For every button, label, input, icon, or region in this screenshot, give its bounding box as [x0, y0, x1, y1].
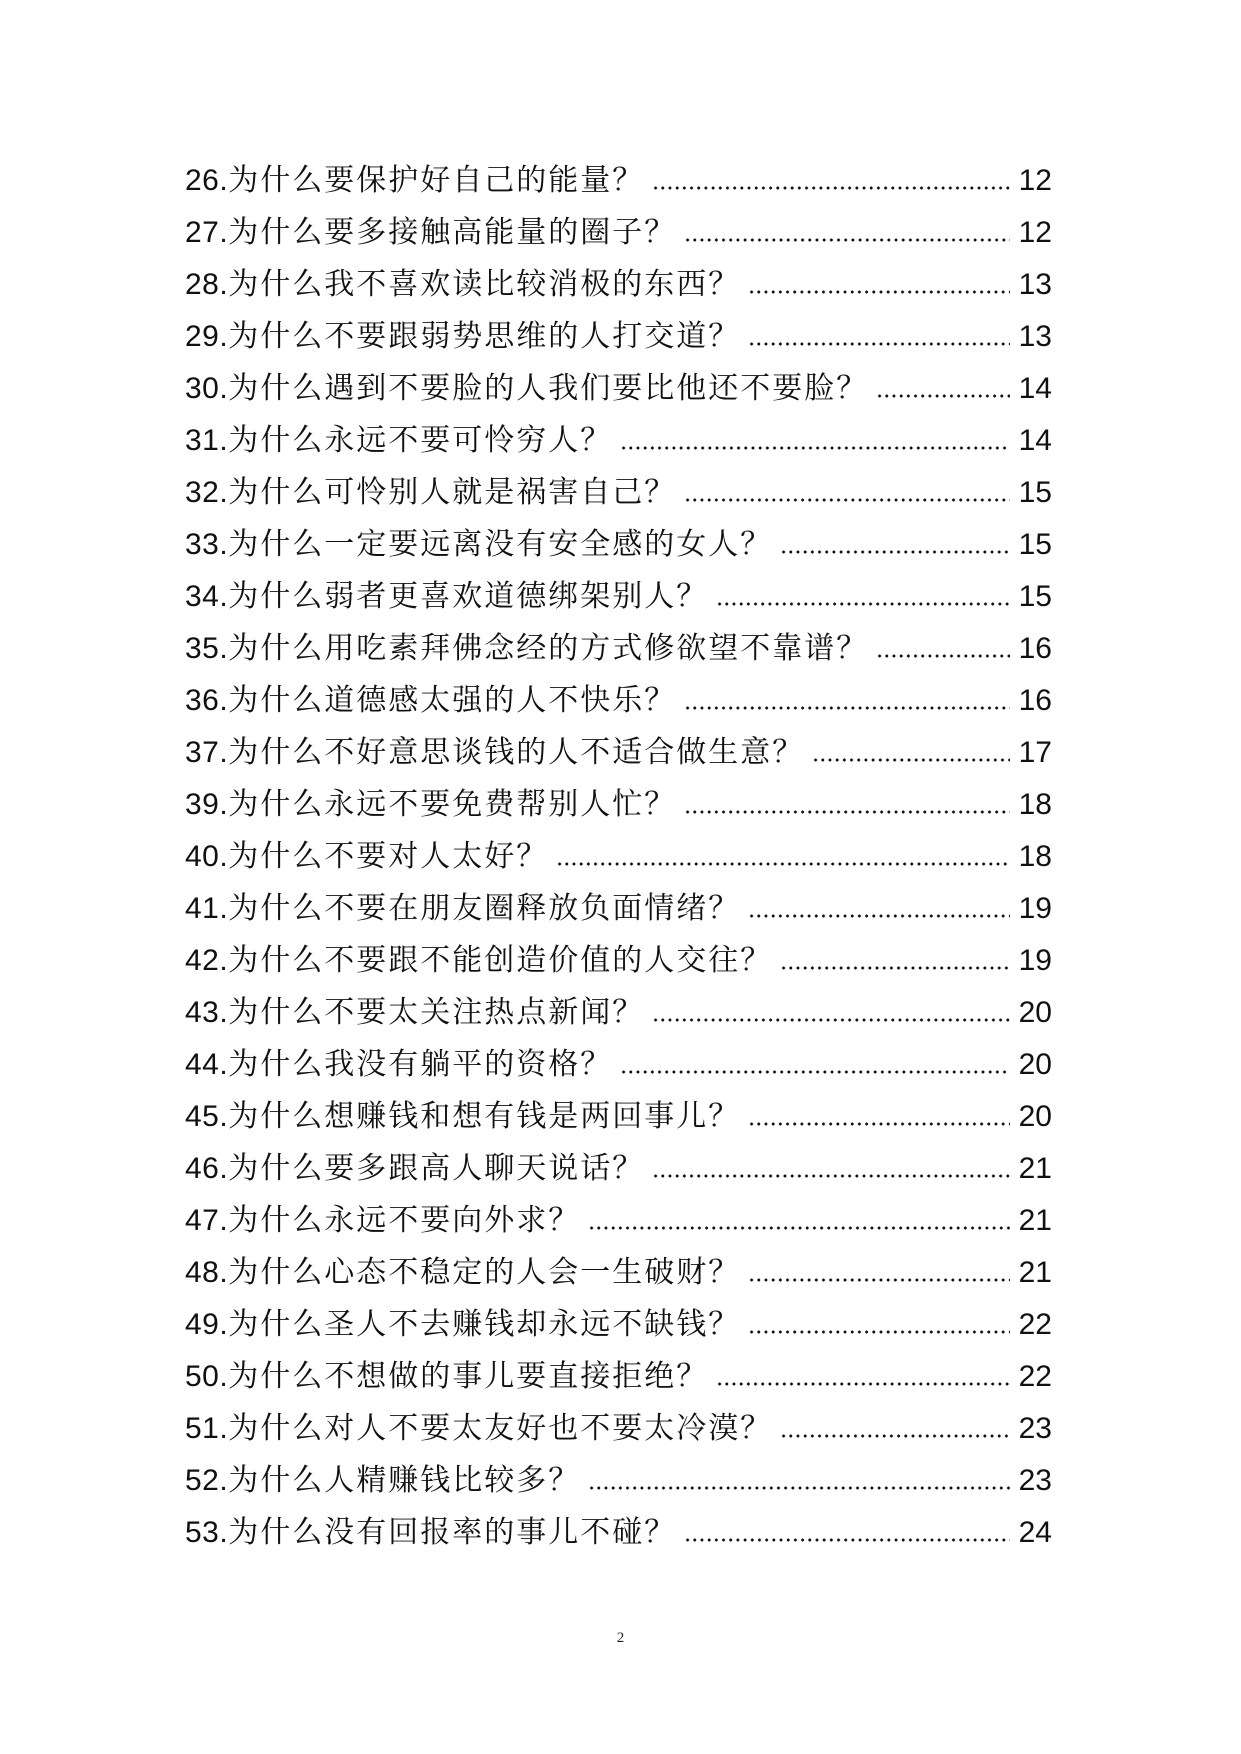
toc-entry-page: 18 [1018, 788, 1052, 821]
toc-entry-page: 21 [1018, 1256, 1052, 1289]
toc-entry[interactable] [185, 1299, 1052, 1351]
toc-entry-title: 为什么不要太关注热点新闻？ [228, 995, 645, 1030]
toc-entry-title: 为什么不要跟弱势思维的人打交道？ [228, 319, 741, 354]
toc-entry[interactable] [185, 311, 1052, 363]
toc-entry-title: 为什么用吃素拜佛念经的方式修欲望不靠谱？ [228, 631, 869, 666]
toc-entry-page: 12 [1018, 164, 1052, 197]
toc-entry-page: 16 [1018, 632, 1052, 665]
toc-entry-page: 22 [1018, 1308, 1052, 1341]
toc-entry[interactable] [185, 779, 1052, 831]
toc-entry-number: 37. [185, 736, 229, 769]
toc-entry-title: 为什么人精赚钱比较多？ [228, 1463, 581, 1498]
toc-entry-title: 为什么永远不要免费帮别人忙？ [228, 787, 677, 822]
toc-entry-title: 为什么遇到不要脸的人我们要比他还不要脸？ [228, 371, 869, 406]
table-of-contents [185, 155, 1052, 1559]
toc-entry-page: 20 [1018, 1048, 1052, 1081]
toc-dot-leader [876, 394, 1010, 398]
toc-entry-title: 为什么永远不要可怜穷人？ [228, 423, 613, 458]
toc-entry-page: 21 [1018, 1152, 1052, 1185]
toc-entry[interactable] [185, 1195, 1052, 1247]
toc-entry-page: 20 [1018, 996, 1052, 1029]
toc-dot-leader [684, 706, 1010, 710]
toc-entry[interactable] [185, 883, 1052, 935]
toc-dot-leader [876, 654, 1010, 658]
toc-entry-title: 为什么要保护好自己的能量？ [228, 163, 645, 198]
toc-entry[interactable] [185, 935, 1052, 987]
toc-dot-leader [684, 498, 1010, 502]
toc-dot-leader [652, 1174, 1010, 1178]
toc-entry-page: 23 [1018, 1412, 1052, 1445]
toc-entry[interactable] [185, 1039, 1052, 1091]
toc-entry-page: 12 [1018, 216, 1052, 249]
toc-entry[interactable] [185, 1091, 1052, 1143]
toc-entry-title: 为什么不好意思谈钱的人不适合做生意？ [228, 735, 805, 770]
toc-dot-leader [748, 290, 1010, 294]
toc-entry-number: 43. [185, 996, 229, 1029]
toc-entry[interactable] [185, 1247, 1052, 1299]
toc-entry-page: 19 [1018, 944, 1052, 977]
toc-entry[interactable] [185, 155, 1052, 207]
toc-entry-number: 50. [185, 1360, 229, 1393]
toc-dot-leader [652, 186, 1010, 190]
toc-dot-leader [556, 862, 1010, 866]
toc-entry-page: 15 [1018, 476, 1052, 509]
toc-entry-number: 49. [185, 1308, 229, 1341]
toc-entry-number: 39. [185, 788, 229, 821]
toc-entry[interactable] [185, 1143, 1052, 1195]
toc-dot-leader [780, 1434, 1010, 1438]
toc-entry-title: 为什么想赚钱和想有钱是两回事儿？ [228, 1099, 741, 1134]
toc-entry-page: 22 [1018, 1360, 1052, 1393]
toc-dot-leader [748, 342, 1010, 346]
toc-entry-number: 46. [185, 1152, 229, 1185]
toc-entry-number: 48. [185, 1256, 229, 1289]
toc-dot-leader [684, 238, 1010, 242]
toc-entry-page: 24 [1018, 1516, 1052, 1549]
toc-dot-leader [748, 914, 1010, 918]
toc-dot-leader [684, 1538, 1010, 1542]
toc-entry-page: 17 [1018, 736, 1052, 769]
toc-entry-page: 13 [1018, 268, 1052, 301]
toc-dot-leader [748, 1330, 1010, 1334]
toc-entry-title: 为什么我没有躺平的资格？ [228, 1047, 613, 1082]
toc-entry-number: 36. [185, 684, 229, 717]
toc-entry[interactable] [185, 727, 1052, 779]
page-number: 2 [616, 1630, 625, 1646]
toc-entry[interactable] [185, 363, 1052, 415]
toc-entry-title: 为什么一定要远离没有安全感的女人？ [228, 527, 773, 562]
toc-entry-number: 40. [185, 840, 229, 873]
toc-entry-title: 为什么不要对人太好？ [228, 839, 549, 874]
toc-entry[interactable] [185, 831, 1052, 883]
toc-entry[interactable] [185, 415, 1052, 467]
toc-entry-number: 31. [185, 424, 229, 457]
toc-entry-number: 33. [185, 528, 229, 561]
toc-entry-number: 28. [185, 268, 229, 301]
toc-entry-title: 为什么没有回报率的事儿不碰？ [228, 1515, 677, 1550]
toc-dot-leader [716, 602, 1010, 606]
toc-entry-title: 为什么不想做的事儿要直接拒绝？ [228, 1359, 709, 1394]
toc-entry-title: 为什么圣人不去赚钱却永远不缺钱？ [228, 1307, 741, 1342]
toc-entry-number: 30. [185, 372, 229, 405]
toc-entry-title: 为什么心态不稳定的人会一生破财？ [228, 1255, 741, 1290]
toc-entry-page: 14 [1018, 424, 1052, 457]
toc-entry-number: 34. [185, 580, 229, 613]
toc-dot-leader [620, 446, 1010, 450]
toc-entry-number: 47. [185, 1204, 229, 1237]
toc-entry-title: 为什么不要跟不能创造价值的人交往？ [228, 943, 773, 978]
toc-entry[interactable] [185, 1403, 1052, 1455]
toc-entry-title: 为什么我不喜欢读比较消极的东西？ [228, 267, 741, 302]
toc-entry[interactable] [185, 623, 1052, 675]
toc-entry-title: 为什么永远不要向外求？ [228, 1203, 581, 1238]
toc-entry-page: 19 [1018, 892, 1052, 925]
toc-dot-leader [780, 966, 1010, 970]
toc-dot-leader [684, 810, 1010, 814]
toc-entry-number: 27. [185, 216, 229, 249]
toc-entry-number: 32. [185, 476, 229, 509]
toc-entry-number: 29. [185, 320, 229, 353]
toc-entry-page: 20 [1018, 1100, 1052, 1133]
toc-entry-number: 35. [185, 632, 229, 665]
toc-entry-number: 42. [185, 944, 229, 977]
toc-entry[interactable] [185, 467, 1052, 519]
toc-entry-title: 为什么要多跟高人聊天说话？ [228, 1151, 645, 1186]
toc-entry[interactable] [185, 207, 1052, 259]
toc-entry-title: 为什么弱者更喜欢道德绑架别人？ [228, 579, 709, 614]
toc-entry-page: 13 [1018, 320, 1052, 353]
toc-entry-number: 41. [185, 892, 229, 925]
toc-entry-number: 53. [185, 1516, 229, 1549]
toc-entry-page: 23 [1018, 1464, 1052, 1497]
toc-dot-leader [588, 1486, 1010, 1490]
toc-entry-number: 45. [185, 1100, 229, 1133]
toc-entry-page: 16 [1018, 684, 1052, 717]
toc-entry-number: 44. [185, 1048, 229, 1081]
toc-dot-leader [748, 1122, 1010, 1126]
toc-entry-page: 21 [1018, 1204, 1052, 1237]
toc-entry[interactable] [185, 1455, 1052, 1507]
toc-dot-leader [748, 1278, 1010, 1282]
toc-entry-page: 18 [1018, 840, 1052, 873]
toc-entry[interactable] [185, 259, 1052, 311]
toc-entry-page: 15 [1018, 528, 1052, 561]
toc-entry-title: 为什么要多接触高能量的圈子？ [228, 215, 677, 250]
toc-entry[interactable] [185, 987, 1052, 1039]
toc-dot-leader [812, 758, 1010, 762]
toc-entry[interactable] [185, 1507, 1052, 1559]
toc-entry-number: 26. [185, 164, 229, 197]
toc-entry-number: 51. [185, 1412, 229, 1445]
toc-entry-title: 为什么道德感太强的人不快乐？ [228, 683, 677, 718]
toc-entry-title: 为什么可怜别人就是祸害自己？ [228, 475, 677, 510]
toc-entry-title: 为什么不要在朋友圈释放负面情绪？ [228, 891, 741, 926]
toc-entry-title: 为什么对人不要太友好也不要太冷漠？ [228, 1411, 773, 1446]
toc-dot-leader [780, 550, 1010, 554]
toc-entry[interactable] [185, 571, 1052, 623]
toc-entry-page: 14 [1018, 372, 1052, 405]
toc-dot-leader [652, 1018, 1010, 1022]
toc-entry[interactable] [185, 675, 1052, 727]
toc-dot-leader [620, 1070, 1010, 1074]
toc-entry[interactable] [185, 519, 1052, 571]
toc-entry-number: 52. [185, 1464, 229, 1497]
toc-entry-page: 15 [1018, 580, 1052, 613]
toc-dot-leader [716, 1382, 1010, 1386]
toc-dot-leader [588, 1226, 1010, 1230]
toc-entry[interactable] [185, 1351, 1052, 1403]
